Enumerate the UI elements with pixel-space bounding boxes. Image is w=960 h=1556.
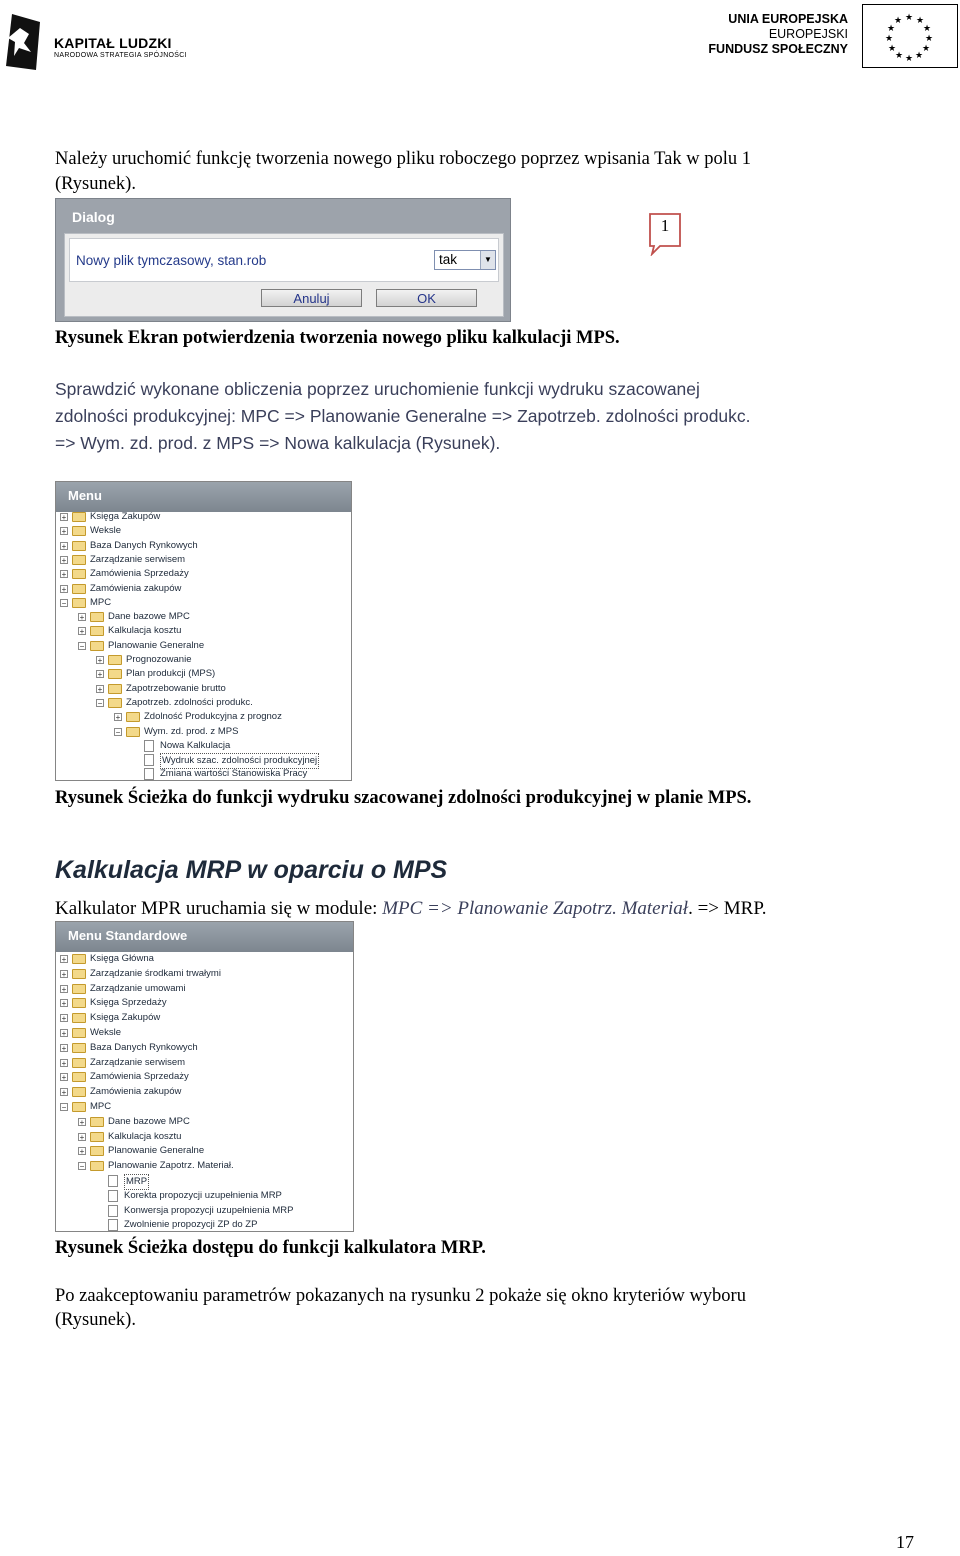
tree-item-label: Baza Danych Rynkowych (90, 1041, 198, 1053)
tree-item-label: Weksle (90, 525, 121, 537)
expand-icon[interactable]: + (61, 584, 67, 594)
cancel-button[interactable]: Anuluj (261, 289, 362, 307)
svg-text:★: ★ (904, 13, 914, 23)
tree-item-label: Zamówienia zakupów (90, 1086, 182, 1098)
folder-icon (72, 526, 86, 536)
menu-title: Menu Standardowe (68, 928, 188, 943)
folder-icon (90, 1117, 104, 1127)
svg-text:★: ★ (922, 24, 932, 34)
para2-line-3: => Wym. zd. prod. z MPS => Nowa kalkulacja (Rysunek). (55, 433, 501, 453)
dialog-body (64, 233, 504, 317)
page-number: 17 (896, 1532, 914, 1552)
tree-item-label: Planowanie Generalne (108, 639, 205, 651)
menu-tree-panel (55, 481, 352, 781)
tree-item-label: Wydruk szac. zdolności produkcyjnej (160, 753, 319, 769)
folder-icon (72, 584, 86, 594)
dropdown-arrow-icon[interactable]: ▼ (480, 251, 495, 269)
expand-icon[interactable]: + (61, 570, 67, 580)
svg-text:★: ★ (915, 16, 925, 26)
dialog-window (55, 198, 511, 322)
folder-icon (90, 612, 104, 622)
folder-icon (126, 712, 140, 722)
eu-flag-icon (862, 4, 958, 68)
select-value: tak (439, 252, 458, 267)
eu-line-1: UNIA EUROPEJSKA (728, 12, 848, 26)
expand-icon[interactable]: + (61, 999, 67, 1009)
para3-path: MPC => Planowanie Zapotrz. Materiał (382, 898, 689, 919)
tree-item-label: Planowanie Generalne (108, 1145, 205, 1157)
expand-icon[interactable]: + (97, 670, 103, 680)
para2-line-2: zdolności produkcyjnej: MPC => Planowanie Generalne => Zapotrzeb. zdolności produkc. (55, 406, 751, 426)
collapse-icon[interactable]: − (61, 1103, 67, 1112)
eu-line-3: FUNDUSZ SPOŁECZNY (708, 42, 848, 56)
tree-item-label: Kalkulacja kosztu (108, 625, 182, 637)
document-icon (144, 768, 154, 780)
folder-icon (72, 1058, 86, 1068)
kapital-ludzki-title: KAPITAŁ LUDZKI (54, 35, 172, 51)
document-icon (108, 1205, 118, 1217)
tree-item-label: Dane bazowe MPC (108, 611, 190, 623)
ok-button[interactable]: OK (376, 289, 477, 307)
folder-icon (90, 1132, 104, 1142)
collapse-icon[interactable]: − (115, 727, 121, 737)
folder-icon (90, 1161, 104, 1171)
tree-item-label: Zdolność Produkcyjna z prognoz (144, 711, 282, 723)
expand-icon[interactable]: + (97, 656, 103, 665)
svg-text:★: ★ (924, 34, 934, 44)
expand-icon[interactable]: + (61, 555, 67, 565)
menu-header (56, 922, 353, 952)
tree-item-label: Zamówienia Sprzedaży (90, 568, 189, 580)
expand-icon[interactable]: + (61, 513, 67, 522)
section-heading: Kalkulacja MRP w oparciu o MPS (55, 856, 448, 884)
tree-item-label: Prognozowanie (126, 654, 192, 665)
folder-icon (72, 1072, 86, 1082)
folder-icon (72, 998, 86, 1008)
folder-icon (72, 1087, 86, 1097)
expand-icon[interactable]: + (61, 1029, 67, 1038)
kapital-ludzki-emblem-icon (2, 12, 46, 72)
dialog-field-label: Nowy plik tymczasowy, stan.rob (76, 253, 267, 268)
dialog-title: Dialog (72, 209, 115, 225)
folder-icon (72, 1028, 86, 1038)
intro-line-1: Należy uruchomić funkcję tworzenia nowego pliku roboczego poprzez wpisania Tak w polu 1 (55, 149, 751, 169)
tree-item-label: Zarządzanie serwisem (90, 553, 186, 565)
folder-icon (126, 727, 140, 737)
expand-icon[interactable]: + (115, 713, 121, 723)
expand-icon[interactable]: + (79, 613, 85, 623)
expand-icon[interactable]: + (61, 527, 67, 537)
folder-icon (90, 641, 104, 651)
tree-item-label: Zamówienia zakupów (90, 582, 182, 594)
tree-item-label: Baza Danych Rynkowych (90, 539, 198, 551)
document-icon (144, 754, 154, 766)
expand-icon[interactable]: + (61, 984, 67, 994)
callout-number: 1 (660, 216, 670, 235)
expand-icon[interactable]: + (61, 1073, 67, 1083)
dialog-field-row (69, 238, 499, 282)
folder-icon (90, 626, 104, 636)
folder-icon (72, 598, 86, 608)
eu-line-2: EUROPEJSKI (768, 27, 848, 41)
svg-text:★: ★ (893, 16, 903, 26)
folder-icon (108, 698, 122, 708)
eu-logo-text (708, 12, 848, 57)
para4-line-1: Po zaakceptowaniu parametrów pokazanych na rysunku 2 pokaże się okno kryteriów wyboru (55, 1286, 746, 1306)
expand-icon[interactable]: + (61, 1058, 67, 1068)
tree-item-label: Zarządzanie środkami trwałymi (90, 967, 221, 979)
folder-icon (72, 954, 86, 964)
menu-header (56, 482, 351, 512)
tree-item-label: MPC (90, 596, 112, 608)
expand-icon[interactable]: + (61, 955, 67, 964)
folder-icon (72, 569, 86, 579)
tree-item-label: MPC (90, 1101, 112, 1112)
expand-icon[interactable]: + (61, 541, 67, 551)
document-icon (108, 1190, 118, 1202)
menu-title: Menu (68, 488, 102, 503)
svg-text:★: ★ (887, 44, 897, 54)
svg-text:★: ★ (884, 34, 894, 44)
folder-icon (72, 512, 86, 522)
tree-item-label: Zamówienia Sprzedaży (90, 1071, 189, 1083)
expand-icon[interactable]: + (61, 1043, 67, 1053)
folder-icon (72, 984, 86, 994)
tree-item-label: Zapotrzebowanie brutto (126, 682, 226, 694)
expand-icon[interactable]: + (79, 1147, 85, 1157)
para3 (55, 896, 767, 921)
document-icon (108, 1219, 118, 1231)
collapse-icon[interactable]: − (79, 1162, 85, 1172)
tree-item-label: Księga Zakupów (90, 511, 161, 522)
tree-item-label: MRP (124, 1174, 149, 1190)
kapital-ludzki-subtitle: NARODOWA STRATEGIA SPÓJNOŚCI (54, 52, 187, 59)
expand-icon[interactable]: + (97, 684, 103, 694)
folder-icon (108, 655, 122, 665)
tree-item-label: Zmiana wartości Stanowiska Pracy (160, 768, 308, 780)
tree-item-label: Korekta propozycji uzupełnienia MRP (124, 1189, 282, 1201)
folder-icon (72, 541, 86, 551)
tree-item-label: Zarządzanie umowami (90, 982, 186, 994)
svg-text:★: ★ (921, 44, 931, 54)
tree-item-label: Zapotrzeb. zdolności produkc. (126, 696, 253, 708)
tree-item-label: Konwersja propozycji uzupełnienia MRP (124, 1204, 294, 1216)
para3-suffix: . => MRP. (688, 898, 767, 919)
expand-icon[interactable]: + (79, 1132, 85, 1142)
new-temp-file-select[interactable] (434, 250, 496, 270)
folder-icon (90, 1146, 104, 1156)
caption-3: Rysunek Ścieżka dostępu do funkcji kalkulatora MRP. (55, 1238, 486, 1258)
expand-icon[interactable]: + (79, 627, 85, 637)
folder-icon (72, 1043, 86, 1053)
collapse-icon[interactable]: − (97, 698, 103, 708)
svg-text:★: ★ (914, 51, 924, 61)
expand-icon[interactable]: + (79, 1117, 85, 1127)
folder-icon (72, 1102, 86, 1112)
tree-item-label: Wym. zd. prod. z MPS (144, 725, 239, 737)
svg-text:★: ★ (904, 54, 914, 64)
document-icon (144, 740, 154, 752)
tree-item-label: Nowa Kalkulacja (160, 739, 231, 751)
tree-item-label: Planowanie Zapotrz. Materiał. (108, 1160, 234, 1172)
tree-item-label: Księga Zakupów (90, 1012, 161, 1024)
para3-prefix: Kalkulator MPR uruchamia się w module: (55, 898, 383, 919)
tree-item-label: Plan produkcji (MPS) (126, 668, 216, 680)
tree-item-label: Kalkulacja kosztu (108, 1130, 182, 1142)
collapse-icon[interactable]: − (79, 641, 85, 651)
folder-icon (72, 1013, 86, 1023)
expand-icon[interactable]: + (61, 1088, 67, 1098)
tree-item-label: Księga Sprzedaży (90, 997, 167, 1009)
document-icon (108, 1175, 118, 1187)
folder-icon (72, 969, 86, 979)
tree-item-label: Zwolnienie propozycji ZP do ZP (124, 1219, 258, 1231)
tree-item-label: Zarządzanie serwisem (90, 1056, 186, 1068)
tree-item-label: Weksle (90, 1027, 121, 1038)
folder-icon (108, 669, 122, 679)
tree-item-label: Dane bazowe MPC (108, 1115, 190, 1127)
tree-item-label: Księga Główna (90, 953, 154, 964)
expand-icon[interactable]: + (61, 969, 67, 979)
standard-menu-tree-panel (55, 921, 354, 1232)
folder-icon (108, 684, 122, 694)
folder-icon (72, 555, 86, 565)
collapse-icon[interactable]: − (61, 598, 67, 608)
para2-line-1: Sprawdzić wykonane obliczenia poprzez uruchomienie funkcji wydruku szacowanej (55, 379, 700, 399)
intro-line-2: (Rysunek). (55, 174, 136, 194)
svg-text:★: ★ (886, 24, 896, 34)
caption-1: Rysunek Ekran potwierdzenia tworzenia nowego pliku kalkulacji MPS. (55, 328, 620, 348)
expand-icon[interactable]: + (61, 1014, 67, 1024)
svg-text:★: ★ (894, 51, 904, 61)
caption-2: Rysunek Ścieżka do funkcji wydruku szacowanej zdolności produkcyjnej w planie MPS. (55, 788, 752, 808)
para4-line-2: (Rysunek). (55, 1310, 136, 1330)
